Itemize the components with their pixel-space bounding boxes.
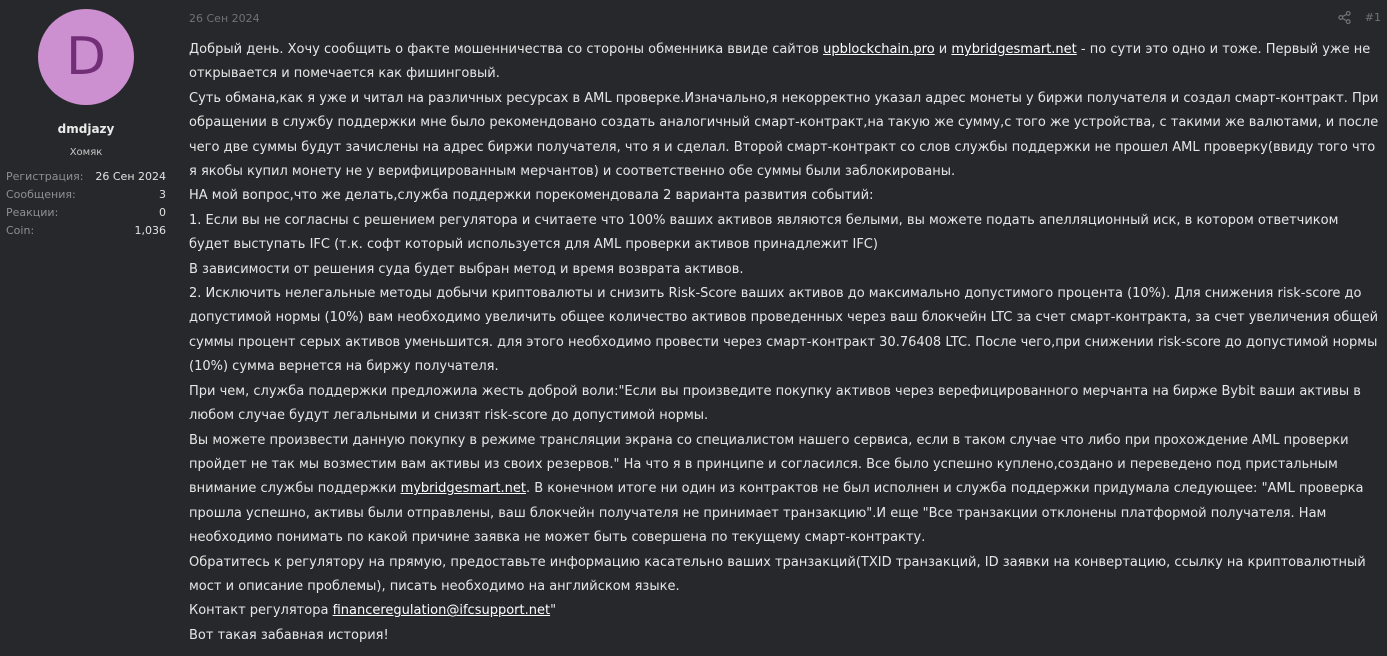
text: " <box>550 603 557 619</box>
paragraph: 2. Исключить нелегальные методы добычи криптовалюты и снизить Risk-Score ваших активов до максимально допустимого процента (10%). Для снижения risk-score до допустимой нормы (10%) вам необходимо увеличить общее количество активов проведенных через ваш блокчейн LTC за счет смарт-контракта, за счет увеличения общей суммы процент серых активов уменьшится. для этого необходимо провести через смарт-контракт 30.76408 LTC. После чего,при снижении risk-score до допустимой нормы (10%) сумма вернется на биржу получателя. <box>189 286 1379 375</box>
stat-value: 0 <box>159 206 166 219</box>
link-upblockchain[interactable]: upblockchain.pro <box>823 42 935 57</box>
paragraph: 1. Если вы не согласны с решением регулятора и считаете что 100% ваших активов являются белыми, вы можете подать апелляционный иск, в котором ответчиком будет выступать IFC (т.к. софт который используется для AML проверки активов принадлежит IFC) <box>189 212 1339 253</box>
text: Вы можете произвести данную покупку в режиме трансляции экрана со специалистом нашего сервиса, если в таком случае что либо при прохождение AML проверки пройдет не так мы возместим вам активы из своих резервов." На что я в принципе и согласился. Все было успешно куплено,создано и переведено под пристальным внимание службы поддержки <box>189 432 1349 497</box>
text: Контакт регулятора <box>189 603 333 619</box>
user-title: Хомяк <box>69 147 103 158</box>
stat-coin <box>6 222 166 240</box>
share-icon[interactable] <box>1338 11 1351 24</box>
stat-label: Сообщения: <box>6 188 76 201</box>
stat-registration <box>6 168 166 186</box>
paragraph: НА мой вопрос,что же делать,служба поддержки порекомендовала 2 варианта развития событий: <box>189 188 874 204</box>
stat-value: 1,036 <box>134 224 166 237</box>
stat-label: Регистрация: <box>6 170 84 183</box>
post-actions <box>1338 11 1381 24</box>
stat-value: 26 Сен 2024 <box>95 170 166 183</box>
stat-reactions <box>6 204 166 222</box>
text: Добрый день. Хочу сообщить о факте мошенничества со стороны обменника ввиде сайтов <box>189 42 824 57</box>
text: и <box>934 42 952 57</box>
avatar[interactable]: D <box>38 9 134 105</box>
stat-label: Реакции: <box>6 206 59 219</box>
link-regulator-email[interactable]: financeregulation@ifcsupport.net <box>332 603 551 619</box>
post-number-link[interactable]: #1 <box>1364 11 1381 24</box>
paragraph <box>189 38 1379 87</box>
paragraph: Вот такая забавная история! <box>189 627 389 643</box>
user-info-panel <box>0 0 172 656</box>
text: . В конечном итоге ни один из контрактов не был исполнен и служба поддержки придумала следующее: "AML проверка прошла успешно, активы были отправлены, ваш блокчейн получателя не принимает транзакцию".И еще "Все транзакции отклонены платформой получателя. Нам необходимо понимать по какой причине заявка не может быть совершена по текущему смарт-контракту. <box>189 481 1364 546</box>
stat-label: Coin: <box>6 224 35 237</box>
user-stats <box>6 168 166 240</box>
link-mybridgesmart-2[interactable]: mybridgesmart.net <box>400 481 526 497</box>
stat-value: 3 <box>159 188 166 201</box>
post-date-link[interactable]: 26 Сен 2024 <box>189 12 260 25</box>
stat-messages <box>6 186 166 204</box>
link-mybridgesmart[interactable]: mybridgesmart.net <box>951 42 1077 57</box>
username-link[interactable]: dmdjazy <box>57 122 115 136</box>
paragraph <box>189 599 1379 623</box>
paragraph: В зависимости от решения суда будет выбран метод и время возврата активов. <box>189 261 744 277</box>
paragraph: Обратитесь к регулятору на прямую, предоставьте информацию касательно ваших транзакций(TXID транзакций, ID заявки на конвертацию, ссылку на криптовалютный мост и описание проблемы), писать необходимо на английском языке. <box>189 554 1366 594</box>
paragraph <box>189 429 1379 551</box>
text: - по сути это одно и тоже. Первый уже не открывается и помечается как фишинговый. <box>189 42 1371 82</box>
paragraph: Суть обмана,как я уже и читал на различных ресурсах в AML проверке.Изначально,я некорректно указал адрес монеты у биржи получателя и создал смарт-контракт. При обращении в службу поддержки мне было рекомендовано создать аналогичный смарт-контракт,на такую же сумму,с того же устройства, с такими же валютами, и после чего две суммы будут зачислены на адрес биржи получателя, что я и сделал. Второй смарт-контракт со слов службы поддержки не прошел AML проверку(ввиду того что я якобы купил монету не у верифицированным мерчантов) и соответственно обе суммы были заблокированы. <box>189 90 1379 180</box>
paragraph: При чем, служба поддержки предложила жесть доброй воли:"Если вы произведите покупку активов через верефицированного мерчанта на бирже Bybit ваши активы в любом случае будут легальными и снизят risk-score до допустимой нормы. <box>189 383 1361 424</box>
post-body <box>189 38 1379 648</box>
message-panel <box>172 0 1387 656</box>
